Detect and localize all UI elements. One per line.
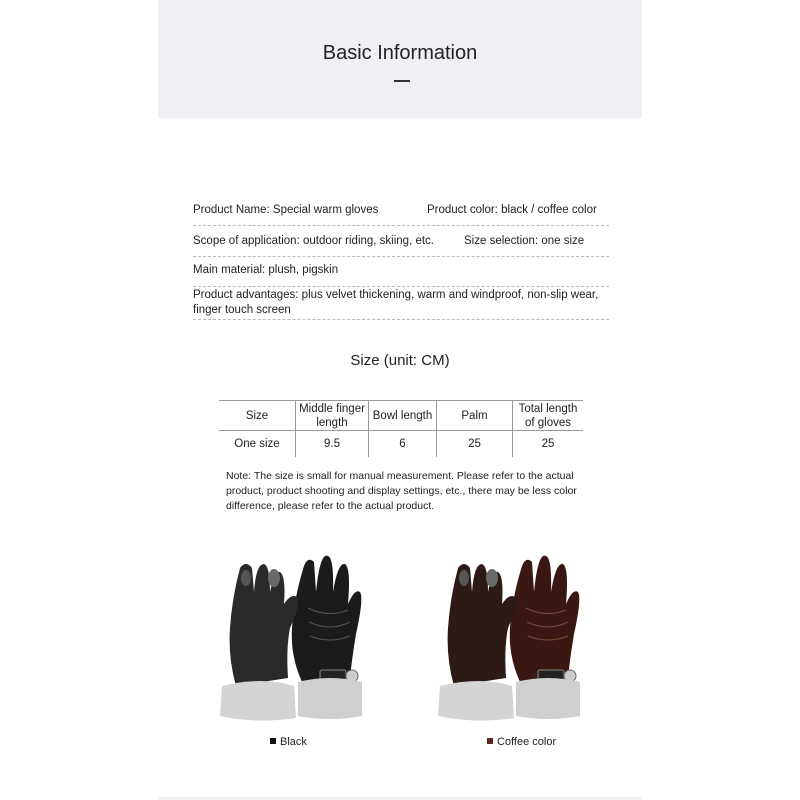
header-cell-palm: Palm (437, 401, 513, 431)
header-cell-total-length: Total length of gloves (513, 401, 584, 431)
scope-of-application: Scope of application: outdoor riding, skiing, etc. (193, 235, 435, 247)
table-row (219, 431, 583, 458)
legend-coffee (487, 736, 556, 748)
info-row-material (193, 264, 609, 287)
coffee-gloves-image (430, 548, 590, 723)
size-table-title: Size (unit: CM) (350, 352, 450, 369)
cell-middle-finger-value: 9.5 (296, 431, 369, 458)
legend-black-label: Black (280, 736, 307, 748)
main-material: Main material: plush, pigskin (193, 264, 339, 276)
header-cell-size: Size (219, 401, 296, 431)
size-note: Note: The size is small for manual measurement. Please refer to the actual product, product shooting and display settings, etc., there may be less color difference, please refer to the actual product. (226, 470, 577, 512)
cell-size-value: One size (219, 431, 296, 458)
product-color: Product color: black / coffee color (427, 204, 597, 216)
size-table-header-row (219, 401, 583, 431)
black-gloves-image (212, 548, 372, 723)
page-title: Basic Information (322, 42, 478, 64)
product-name: Product Name: Special warm gloves (193, 204, 379, 216)
cell-palm-value: 25 (437, 431, 513, 458)
advantages-line-1: Product advantages: plus velvet thickening, warm and windproof, non-slip wear, (193, 289, 599, 301)
header-cell-bowl-length: Bowl length (369, 401, 437, 431)
advantages-line-2: finger touch screen (193, 304, 291, 316)
info-row-advantages (193, 288, 609, 320)
black-swatch (270, 738, 276, 744)
legend-coffee-label: Coffee color (497, 736, 557, 748)
coffee-swatch (487, 738, 493, 744)
header-banner (158, 0, 642, 118)
legend-black (270, 736, 307, 748)
size-selection: Size selection: one size (464, 235, 585, 247)
cell-total-length-value: 25 (541, 438, 555, 450)
header-cell-middle-finger: Middle finger length (296, 401, 369, 431)
title-underline (394, 80, 410, 82)
size-table (219, 400, 583, 457)
info-row-name-color (193, 204, 609, 226)
cell-bowl-length-value: 6 (369, 431, 437, 458)
info-row-scope-size (193, 235, 609, 257)
